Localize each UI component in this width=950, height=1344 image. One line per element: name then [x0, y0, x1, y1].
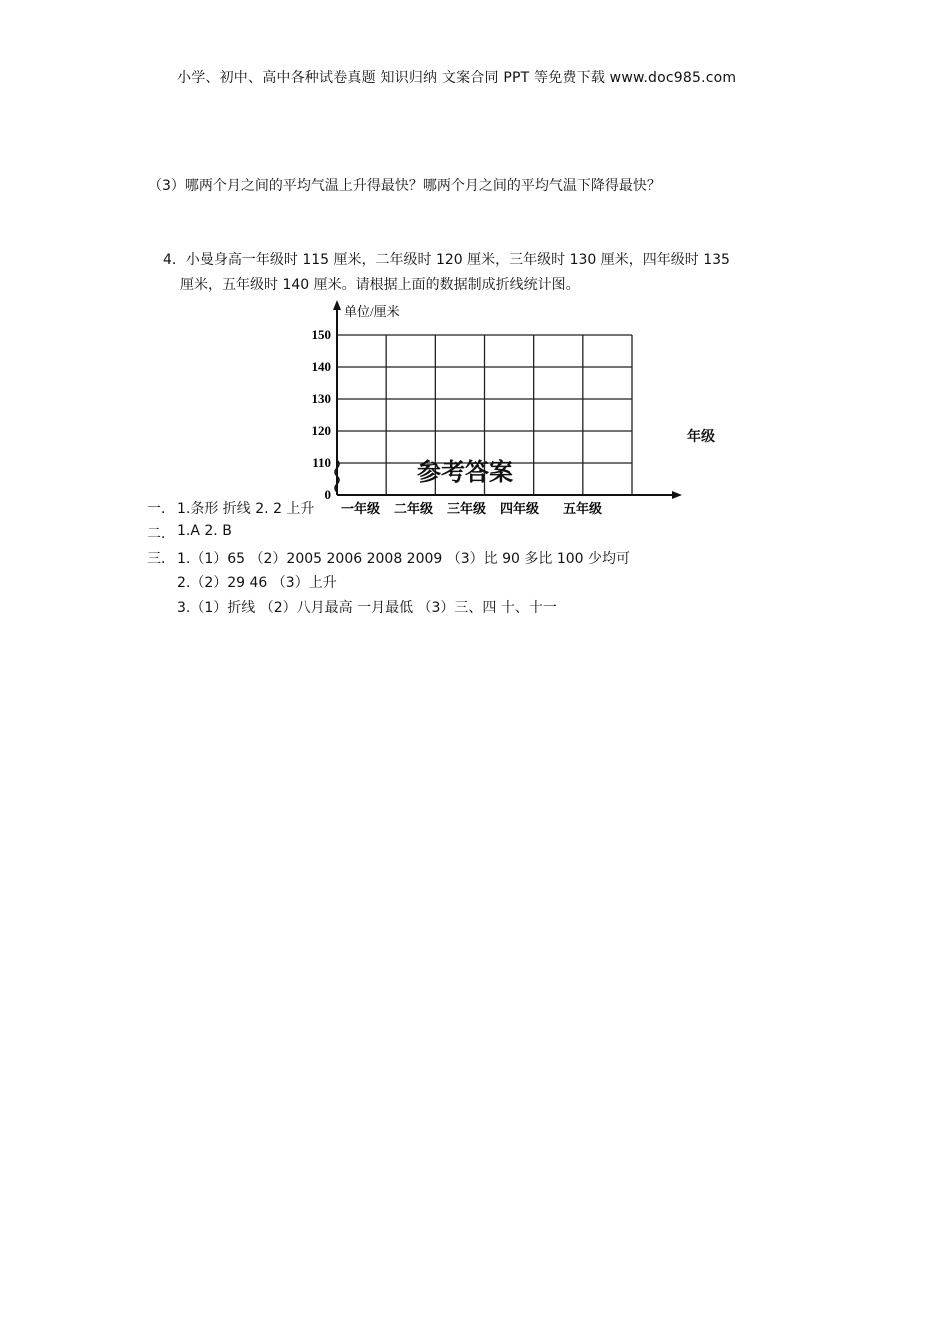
x-axis-label: 年级 [687, 429, 715, 445]
y-tick-label: 140 [311, 359, 331, 374]
x-tick-labels [341, 501, 602, 517]
answer-3-3: 3.（1）折线 （2）八月最高 一月最低 （3）三、四 十、十一 [177, 600, 557, 616]
y-tick-label: 150 [311, 327, 331, 342]
answers-title: 参考答案 [417, 457, 513, 486]
answer-2: 1.A 2. B [177, 523, 232, 539]
answer-3-prefix: 三． [147, 551, 175, 567]
question-3: （3）哪两个月之间的平均气温上升得最快？哪两个月之间的平均气温下降得最快？ [148, 178, 661, 194]
page-header: 小学、初中、高中各种试卷真题 知识归纳 文案合同 PPT 等免费下载 www.doc985.com [177, 70, 737, 86]
y-axis-arrow [333, 300, 341, 310]
answer-1: 1.条形 折线 2. 2 上升 [177, 501, 315, 517]
x-tick-label: 二年级 [394, 502, 434, 517]
y-tick-label: 130 [311, 391, 331, 406]
answer-1-prefix: 一． [147, 501, 175, 517]
answer-2-prefix: 二． [147, 526, 175, 542]
x-tick-label: 一年级 [341, 502, 381, 517]
y-tick-labels [312, 327, 332, 502]
answer-3-1: 1.（1）65 （2）2005 2006 2008 2009 （3）比 90 多比 100 少均可 [177, 551, 630, 567]
y-axis-label: 单位/厘米 [344, 304, 400, 319]
y-tick-label: 0 [324, 487, 331, 502]
question-4-line2: 厘米，五年级时 140 厘米。请根据上面的数据制成折线统计图。 [180, 277, 580, 293]
x-tick-label: 五年级 [563, 502, 603, 517]
x-axis-arrow [672, 491, 682, 499]
question-4-line1: 4．小曼身高一年级时 115 厘米，二年级时 120 厘米，三年级时 130 厘米，四年级时 135 [163, 252, 730, 268]
answer-3-2: 2.（2）29 46 （3）上升 [177, 575, 337, 591]
y-tick-label: 110 [312, 455, 331, 470]
x-tick-label: 三年级 [447, 502, 487, 517]
x-tick-label: 四年级 [500, 502, 540, 517]
y-tick-label: 120 [311, 423, 331, 438]
